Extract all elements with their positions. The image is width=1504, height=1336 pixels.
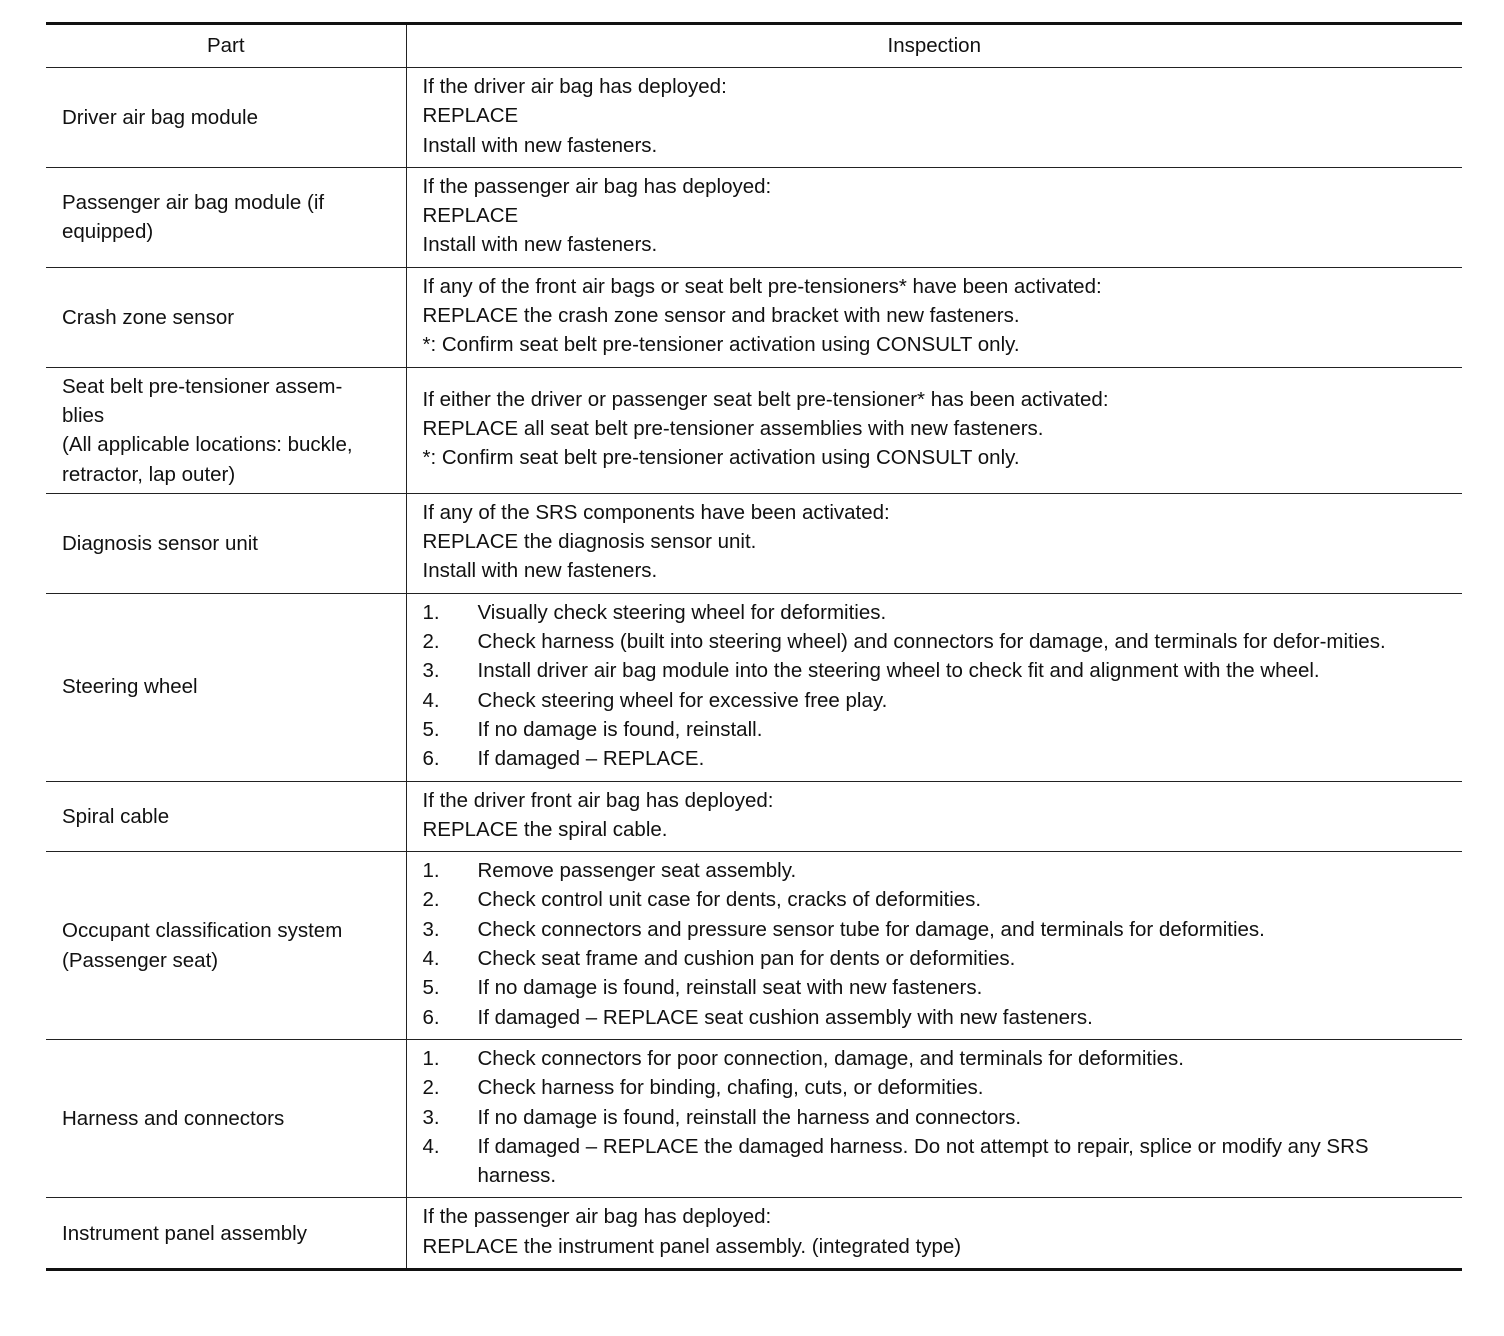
part-text: Occupant classification system bbox=[62, 919, 343, 943]
inspection-text: REPLACE the crash zone sensor and bracket with new fasteners. bbox=[422, 304, 1020, 328]
step-number: 2. bbox=[422, 630, 440, 654]
part-text: Steering wheel bbox=[62, 675, 198, 699]
part-cell bbox=[46, 852, 406, 1040]
table-row bbox=[46, 167, 1462, 267]
inspection-cell bbox=[406, 267, 1462, 367]
inspection-step bbox=[423, 1103, 1453, 1132]
step-number: 1. bbox=[422, 600, 440, 624]
inspection-cell bbox=[406, 1039, 1462, 1197]
table-body bbox=[46, 68, 1462, 1270]
inspection-cell bbox=[406, 367, 1462, 493]
step-number: 4. bbox=[422, 688, 440, 712]
part-text: Spiral cable bbox=[62, 804, 170, 828]
inspection-step bbox=[423, 1132, 1453, 1191]
inspection-text: *: Confirm seat belt pre-tensioner activation using CONSULT only. bbox=[422, 446, 1020, 470]
inspection-step bbox=[423, 715, 1453, 744]
step-number: 3. bbox=[422, 917, 440, 941]
part-text: Instrument panel assembly bbox=[62, 1221, 307, 1245]
inspection-text: Install with new fasteners. bbox=[422, 133, 658, 157]
inspection-text: If the passenger air bag has deployed: bbox=[422, 174, 772, 198]
inspection-cell bbox=[406, 68, 1462, 168]
step-number: 6. bbox=[422, 747, 440, 771]
inspection-text: If any of the SRS components have been activated: bbox=[422, 500, 890, 524]
part-text: Diagnosis sensor unit bbox=[62, 531, 258, 555]
part-cell bbox=[46, 367, 406, 493]
inspection-cell bbox=[406, 167, 1462, 267]
inspection-step bbox=[423, 856, 1453, 885]
part-text: Driver air bag module bbox=[62, 105, 258, 129]
part-cell bbox=[46, 593, 406, 781]
step-text: If no damage is found, reinstall the harness and connectors. bbox=[477, 1105, 1022, 1129]
inspection-text: If the driver air bag has deployed: bbox=[422, 75, 727, 98]
table-row bbox=[46, 68, 1462, 168]
table-row bbox=[46, 781, 1462, 852]
inspection-cell bbox=[406, 593, 1462, 781]
table-row bbox=[46, 852, 1462, 1040]
part-text: blies bbox=[62, 403, 105, 427]
step-text: Remove passenger seat assembly. bbox=[477, 859, 797, 883]
step-text: Check connectors for poor connection, damage, and terminals for deformities. bbox=[477, 1046, 1184, 1070]
step-number: 3. bbox=[422, 659, 440, 683]
inspection-step bbox=[423, 1073, 1453, 1102]
part-cell bbox=[46, 781, 406, 852]
part-text: (All applicable locations: buckle, bbox=[62, 433, 353, 457]
step-number: 2. bbox=[422, 888, 440, 912]
part-text: Passenger air bag module (if bbox=[62, 191, 325, 215]
part-text: equipped) bbox=[62, 220, 154, 244]
step-text: If damaged – REPLACE. bbox=[477, 747, 705, 771]
step-text: Check connectors and pressure sensor tube for damage, and terminals for deformities. bbox=[477, 917, 1265, 941]
step-number: 5. bbox=[422, 717, 440, 741]
inspection-text: Install with new fasteners. bbox=[422, 559, 658, 583]
step-number: 4. bbox=[422, 947, 440, 971]
inspection-cell bbox=[406, 781, 1462, 852]
inspection-step bbox=[423, 1044, 1453, 1073]
part-cell bbox=[46, 493, 406, 593]
inspection-step bbox=[423, 686, 1453, 715]
step-text: If no damage is found, reinstall. bbox=[477, 717, 763, 741]
inspection-text: REPLACE the diagnosis sensor unit. bbox=[422, 530, 757, 554]
inspection-steps bbox=[423, 1044, 1453, 1190]
step-number: 5. bbox=[422, 976, 440, 1000]
inspection-cell bbox=[406, 1198, 1462, 1270]
inspection-step bbox=[423, 973, 1453, 1002]
step-number: 2. bbox=[422, 1076, 440, 1100]
step-text: If damaged – REPLACE the damaged harness. Do not attempt to repair, splice or modify any SRS harness. bbox=[477, 1134, 1369, 1188]
inspection-text: *: Confirm seat belt pre-tensioner activation using CONSULT only. bbox=[422, 333, 1020, 357]
column-header-part: Part bbox=[46, 24, 406, 68]
step-number: 1. bbox=[422, 1046, 440, 1070]
table-row bbox=[46, 493, 1462, 593]
part-cell bbox=[46, 1039, 406, 1197]
part-text: Seat belt pre-tensioner assem- bbox=[62, 374, 343, 398]
inspection-text: REPLACE the instrument panel assembly. (integrated type) bbox=[422, 1234, 962, 1258]
inspection-steps bbox=[423, 856, 1453, 1032]
table-row bbox=[46, 1198, 1462, 1270]
inspection-text: If either the driver or passenger seat belt pre-tensioner* has been activated: bbox=[422, 387, 1109, 411]
inspection-step bbox=[423, 1003, 1453, 1032]
part-text: (Passenger seat) bbox=[62, 948, 219, 972]
column-header-inspection: Inspection bbox=[406, 24, 1462, 68]
step-text: If no damage is found, reinstall seat with new fasteners. bbox=[477, 976, 983, 1000]
part-cell bbox=[46, 267, 406, 367]
inspection-text: REPLACE bbox=[422, 204, 519, 228]
inspection-text: If the passenger air bag has deployed: bbox=[422, 1205, 772, 1229]
step-text: Check seat frame and cushion pan for dents or deformities. bbox=[477, 947, 1016, 971]
part-text: Harness and connectors bbox=[62, 1107, 285, 1130]
inspection-steps bbox=[423, 598, 1453, 774]
part-text: Crash zone sensor bbox=[62, 305, 235, 329]
inspection-text: If any of the front air bags or seat belt pre-tensioners* have been activated: bbox=[422, 274, 1102, 298]
step-text: Check steering wheel for excessive free play. bbox=[477, 688, 888, 712]
table-row bbox=[46, 367, 1462, 493]
inspection-cell bbox=[406, 493, 1462, 593]
part-cell bbox=[46, 68, 406, 168]
inspection-step bbox=[423, 656, 1453, 685]
step-text: Check control unit case for dents, cracks of deformities. bbox=[477, 888, 982, 912]
step-text: Check harness for binding, chafing, cuts, or deformities. bbox=[477, 1076, 984, 1100]
step-number: 1. bbox=[422, 859, 440, 883]
inspection-step bbox=[423, 885, 1453, 914]
header-row bbox=[46, 24, 1462, 68]
step-text: If damaged – REPLACE seat cushion assembly with new fasteners. bbox=[477, 1005, 1093, 1029]
inspection-text: REPLACE all seat belt pre-tensioner assemblies with new fasteners. bbox=[422, 417, 1044, 441]
inspection-text: Install with new fasteners. bbox=[422, 233, 658, 257]
part-cell bbox=[46, 167, 406, 267]
table-row bbox=[46, 593, 1462, 781]
step-text: Install driver air bag module into the steering wheel to check fit and alignment with the wheel. bbox=[477, 659, 1320, 683]
step-number: 3. bbox=[422, 1105, 440, 1129]
part-cell bbox=[46, 1198, 406, 1270]
table-row bbox=[46, 267, 1462, 367]
step-text: Visually check steering wheel for deformities. bbox=[477, 600, 887, 624]
inspection-cell bbox=[406, 852, 1462, 1040]
step-text: Check harness (built into steering wheel) and connectors for damage, and terminals for defor-mities. bbox=[477, 630, 1386, 654]
inspection-text: If the driver front air bag has deployed: bbox=[422, 788, 774, 812]
inspection-step bbox=[423, 944, 1453, 973]
step-number: 6. bbox=[422, 1005, 440, 1029]
inspection-step bbox=[423, 627, 1453, 656]
inspection-text: REPLACE the spiral cable. bbox=[422, 817, 668, 841]
part-text: retractor, lap outer) bbox=[62, 462, 236, 486]
inspection-step bbox=[423, 915, 1453, 944]
table-row bbox=[46, 1039, 1462, 1197]
table-header bbox=[46, 24, 1462, 68]
inspection-text: REPLACE bbox=[422, 104, 519, 128]
inspection-step bbox=[423, 598, 1453, 627]
step-number: 4. bbox=[422, 1134, 440, 1158]
inspection-step bbox=[423, 744, 1453, 773]
inspection-table bbox=[46, 22, 1462, 1271]
